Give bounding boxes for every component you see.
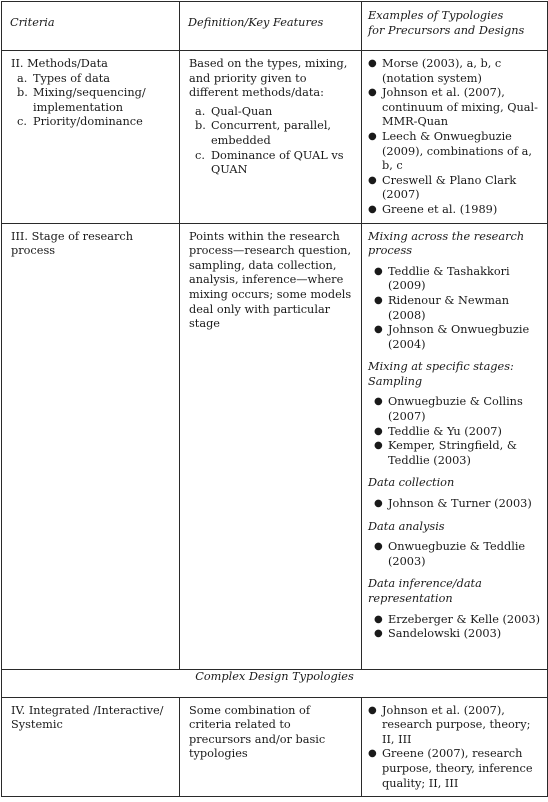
- header-examples: [362, 2, 547, 38]
- integrated-row: [2, 697, 548, 797]
- example-group-list: [368, 395, 541, 468]
- header-cell-definition: [180, 2, 362, 51]
- example-group-heading: Data inference/data representation: [368, 577, 482, 605]
- list-text: Kemper, Stringfield, & Teddlie (2003): [388, 439, 517, 467]
- list-text: Onwuegbuzie & Teddlie (2003): [388, 540, 526, 568]
- list-item: [11, 115, 173, 130]
- integrated-criteria-cell: [2, 697, 180, 797]
- integrated-definition-cell: [180, 697, 362, 797]
- list-text: Johnson & Onwuegbuzie (2004): [388, 323, 530, 351]
- methods-definition-list: [189, 105, 355, 178]
- list-item: [374, 439, 541, 468]
- list-marker: b.: [17, 86, 28, 100]
- bullet-icon: ●: [374, 396, 383, 408]
- example-group: [368, 577, 541, 641]
- list-text: Types of data: [33, 71, 111, 85]
- section-heading: Complex Design Typologies: [2, 669, 548, 697]
- list-item: [11, 72, 173, 87]
- header-row: [2, 2, 548, 51]
- list-item: [368, 174, 541, 203]
- list-text: Dominance of QUAL vs QUAN: [211, 148, 344, 177]
- list-text: Johnson et al. (2007), continuum of mixing, Qual-MMR-Quan: [382, 86, 538, 129]
- example-group-list: [368, 613, 541, 642]
- integrated-definition-text: Some combination of criteria related to precursors and/or basic typologies: [189, 703, 326, 761]
- list-text: Greene et al. (1989): [382, 202, 498, 216]
- bullet-icon: ●: [368, 87, 377, 99]
- bullet-icon: ●: [374, 541, 383, 553]
- methods-criteria-list: [11, 72, 173, 130]
- example-group: [368, 520, 541, 570]
- stage-definition-text: Points within the research process—research question, sampling, data collection, analysis, inference—where mixing occurs; some models deal only with particular stage: [189, 229, 352, 331]
- list-item: [374, 265, 541, 294]
- list-item: [189, 119, 355, 148]
- bullet-icon: ●: [368, 174, 377, 186]
- list-item: [374, 540, 541, 569]
- list-text: Qual-Quan: [211, 104, 273, 118]
- list-text: Greene (2007), research purpose, theory, inference quality; II, III: [382, 747, 533, 790]
- list-marker: a.: [195, 104, 206, 118]
- bullet-icon: ●: [374, 498, 383, 510]
- header-criteria: Criteria: [10, 16, 55, 29]
- stage-row: [2, 223, 548, 669]
- header-examples-line1: Examples of Typologies: [368, 9, 504, 22]
- list-item: [189, 149, 355, 178]
- bullet-icon: ●: [374, 628, 383, 640]
- integrated-criteria-title: IV. Integrated /Interactive/ Systemic: [11, 703, 164, 732]
- list-item: [368, 704, 541, 748]
- list-text: Priority/dominance: [33, 115, 143, 129]
- list-text: Erzeberger & Kelle (2003): [388, 612, 541, 626]
- bullet-icon: ●: [374, 440, 383, 452]
- example-group: [368, 360, 541, 468]
- bullet-icon: ●: [374, 265, 383, 277]
- list-text: Ridenour & Newman (2008): [388, 293, 509, 322]
- list-item: [374, 497, 541, 512]
- list-marker: a.: [17, 71, 28, 85]
- example-group-heading: Data collection: [368, 476, 455, 490]
- list-item: [374, 425, 541, 440]
- list-item: [368, 747, 541, 791]
- bullet-icon: ●: [368, 748, 377, 760]
- bullet-icon: ●: [374, 294, 383, 306]
- list-marker: c.: [195, 148, 205, 162]
- list-marker: b.: [195, 119, 206, 133]
- bullet-icon: ●: [368, 130, 377, 142]
- list-item: [368, 203, 541, 218]
- example-group-heading: Mixing at specific stages: Sampling: [368, 360, 514, 388]
- example-group: [368, 476, 541, 511]
- list-text: Teddlie & Tashakkori (2009): [388, 264, 510, 293]
- methods-criteria-cell: [2, 51, 180, 224]
- list-item: [11, 86, 173, 115]
- header-cell-criteria: [2, 2, 180, 51]
- header-definition: Definition/Key Features: [188, 16, 324, 29]
- list-item: [189, 105, 355, 120]
- list-text: Morse (2003), a, b, c (notation system): [382, 57, 502, 85]
- list-item: [368, 57, 541, 86]
- example-group-list: [368, 540, 541, 569]
- bullet-icon: ●: [368, 58, 377, 69]
- typology-table: [1, 1, 548, 797]
- methods-examples-list: [368, 57, 541, 218]
- list-marker: c.: [17, 115, 27, 129]
- methods-definition-cell: [180, 51, 362, 224]
- stage-criteria-cell: [2, 223, 180, 669]
- methods-definition-intro: Based on the types, mixing, and priority given to different methods/data:: [189, 57, 348, 100]
- list-text: Johnson et al. (2007), research purpose, theory; II, III: [382, 703, 531, 746]
- header-examples-line2: for Precursors and Designs: [368, 23, 525, 37]
- list-text: Johnson & Turner (2003): [388, 497, 532, 511]
- list-item: [374, 395, 541, 424]
- list-text: Leech & Onwuegbuzie (2009), combinations of a, b, c: [382, 129, 532, 173]
- section-heading-row: [2, 669, 548, 697]
- bullet-icon: ●: [374, 425, 383, 437]
- bullet-icon: ●: [368, 704, 377, 716]
- example-group: [368, 230, 541, 353]
- methods-row: [2, 51, 548, 224]
- bullet-icon: ●: [374, 613, 383, 625]
- methods-examples-cell: [362, 51, 548, 224]
- list-item: [374, 323, 541, 352]
- list-item: [374, 613, 541, 628]
- list-text: Concurrent, parallel, embedded: [211, 119, 332, 147]
- stage-definition-cell: [180, 223, 362, 669]
- example-group-list: [368, 497, 541, 512]
- list-item: [374, 627, 541, 642]
- stage-examples-cell: [362, 223, 548, 669]
- list-text: Sandelowski (2003): [388, 627, 502, 641]
- bullet-icon: ●: [374, 324, 383, 336]
- header-cell-examples: [362, 2, 548, 51]
- list-text: Teddlie & Yu (2007): [388, 424, 502, 438]
- list-text: Creswell & Plano Clark (2007): [382, 173, 517, 202]
- stage-criteria-title: III. Stage of research process: [11, 229, 133, 258]
- example-group-heading: Data analysis: [368, 519, 445, 533]
- list-text: Onwuegbuzie & Collins (2007): [388, 395, 523, 424]
- integrated-examples-cell: [362, 697, 548, 797]
- example-group-list: [368, 265, 541, 353]
- list-item: [374, 294, 541, 323]
- methods-criteria-title: II. Methods/Data: [11, 57, 108, 70]
- bullet-icon: ●: [368, 203, 377, 215]
- list-text: Mixing/sequencing/ implementation: [33, 86, 146, 114]
- example-group-heading: Mixing across the research process: [368, 229, 525, 258]
- integrated-examples-list: [368, 704, 541, 792]
- list-item: [368, 86, 541, 130]
- list-item: [368, 130, 541, 174]
